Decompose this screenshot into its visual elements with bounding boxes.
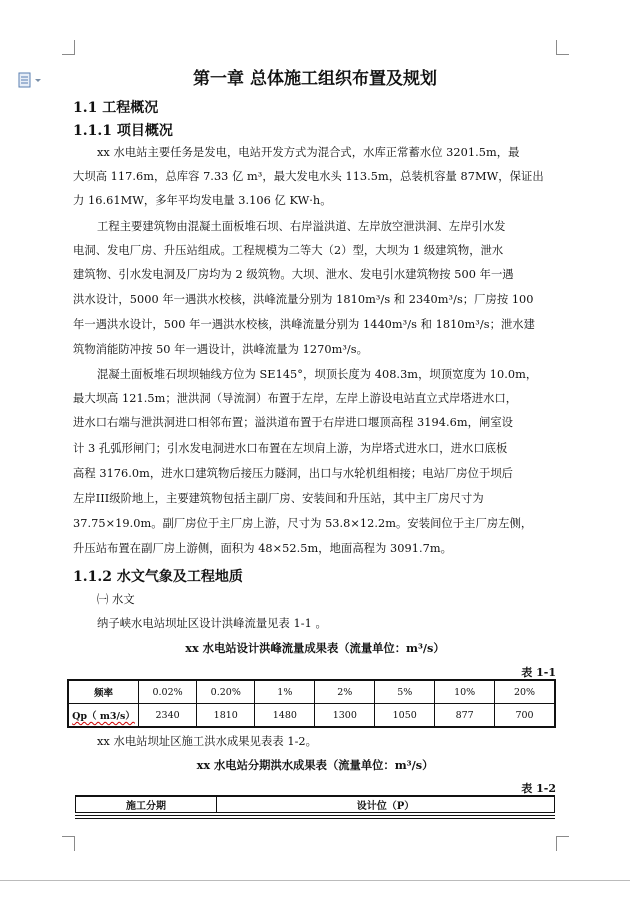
paragraph-line: 电洞、发电厂房、升压站组成。工程规模为二等大（2）型，大坝为 1 级建筑物，泄水 — [73, 244, 504, 257]
table-header-cell: 1% — [255, 680, 315, 704]
table-row — [68, 680, 555, 704]
table-header-cell: 频率 — [68, 680, 138, 704]
section-heading-1-1-1: 1.1.1 项目概况 — [73, 123, 173, 139]
paragraph-line: 年一遇洪水设计，500 年一遇洪水校核，洪峰流量分别为 1440m³/s 和 1810m³/s；泄水建 — [73, 318, 535, 331]
table-divider — [75, 818, 555, 819]
table-header-cell: 设计位（P） — [217, 796, 555, 813]
table-header-cell: 施工分期 — [76, 796, 217, 813]
paragraph-line: 升压站布置在副厂房上游侧，面积为 48×52.5m，地面高程为 3091.7m。 — [73, 542, 452, 555]
flood-peak-table — [67, 679, 556, 728]
subsection-hydrology: ㈠ 水文 — [97, 593, 135, 606]
table-cell: 1810 — [197, 704, 255, 728]
paragraph-line: xx 水电站主要任务是发电，电站开发方式为混合式，水库正常蓄水位 3201.5m，最 — [97, 146, 520, 159]
paragraph-line: 纳子峡水电站坝址区设计洪峰流量见表 1-1 。 — [97, 617, 327, 630]
paragraph-line: 力 16.61MW，多年平均发电量 3.106 亿 KW·h。 — [73, 194, 332, 207]
table-cell: 1480 — [255, 704, 315, 728]
crop-mark-top-right — [556, 40, 569, 55]
table-row — [76, 796, 555, 813]
table-row-label — [68, 704, 138, 728]
table-cell: 2340 — [138, 704, 196, 728]
paragraph-line: 工程主要建筑物由混凝土面板堆石坝、右岸溢洪道、左岸放空泄洪洞、左岸引水发 — [97, 220, 506, 233]
table1-caption: xx 水电站设计洪峰流量成果表（流量单位：m³/s） — [185, 641, 445, 655]
table-header-cell: 5% — [375, 680, 435, 704]
paragraph-line: 左岸III级阶地上，主要建筑物包括主副厂房、安装间和升压站，其中主厂房尺寸为 — [73, 492, 484, 505]
section-heading-1-1: 1.1 工程概况 — [73, 100, 159, 116]
paragraph-line: 筑物消能防冲按 50 年一遇设计，洪峰流量为 1270m³/s。 — [73, 343, 368, 356]
paragraph-line: 进水口右端与泄洪洞进口相邻布置；溢洪道布置于右岸进口堰顶高程 3194.6m，闸室设 — [73, 416, 514, 429]
row-label-text: Qp（ m3/s） — [72, 711, 135, 722]
table-cell: 700 — [495, 704, 555, 728]
section-heading-1-1-2: 1.1.2 水文气象及工程地质 — [73, 569, 243, 585]
paragraph-line: 建筑物、引水发电洞及厂房均为 2 级筑物。大坝、泄水、发电引水建筑物按 500 年一遇 — [73, 268, 514, 281]
page-bottom-edge — [0, 880, 630, 881]
paragraph-line: 大坝高 117.6m，总库容 7.33 亿 m³，最大发电水头 113.5m，总装机容量 87MW，保证出 — [73, 170, 544, 183]
table-cell: 1050 — [375, 704, 435, 728]
chapter-title: 第一章 总体施工组织布置及规划 — [193, 69, 437, 89]
table-row — [68, 704, 555, 728]
paragraph-line: 混凝土面板堆石坝坝轴线方位为 SE145°，坝顶长度为 408.3m，坝顶宽度为 10.0m， — [97, 368, 538, 381]
table-header-cell: 10% — [435, 680, 495, 704]
paragraph-line: 洪水设计，5000 年一遇洪水校核，洪峰流量分别为 1810m³/s 和 2340m³/s；厂房按 100 — [73, 293, 534, 306]
paragraph-line: 计 3 孔弧形闸门；引水发电洞进水口布置在左坝肩上游，为岸塔式进水口，进水口底板 — [73, 442, 508, 455]
table-header-cell: 2% — [315, 680, 375, 704]
table1-label: 表 1-1 — [521, 666, 556, 679]
table-cell: 1300 — [315, 704, 375, 728]
table-header-cell: 0.02% — [138, 680, 196, 704]
table-divider — [75, 815, 555, 816]
table-header-cell: 20% — [495, 680, 555, 704]
table-cell: 877 — [435, 704, 495, 728]
crop-mark-bottom-left — [62, 836, 75, 851]
table2-label: 表 1-2 — [521, 782, 556, 795]
paragraph-line: 37.75×19.0m。副厂房位于主厂房上游，尺寸为 53.8×12.2m。安装间位于主厂房左侧， — [73, 517, 533, 530]
table2-caption: xx 水电站分期洪水成果表（流量单位：m³/s） — [196, 758, 434, 772]
paragraph-line: 最大坝高 121.5m；泄洪洞（导流洞）布置于左岸，左岸上游设电站直立式岸塔进水口， — [73, 392, 518, 405]
staged-flood-table — [75, 795, 555, 813]
crop-mark-bottom-right — [556, 836, 569, 851]
paragraph-line: 高程 3176.0m，进水口建筑物后接压力隧洞，出口与水轮机组相接；电站厂房位于坝后 — [73, 467, 514, 480]
crop-mark-top-left — [62, 40, 75, 55]
paragraph-line: xx 水电站坝址区施工洪水成果见表表 1-2。 — [97, 735, 318, 748]
table-header-cell: 0.20% — [197, 680, 255, 704]
